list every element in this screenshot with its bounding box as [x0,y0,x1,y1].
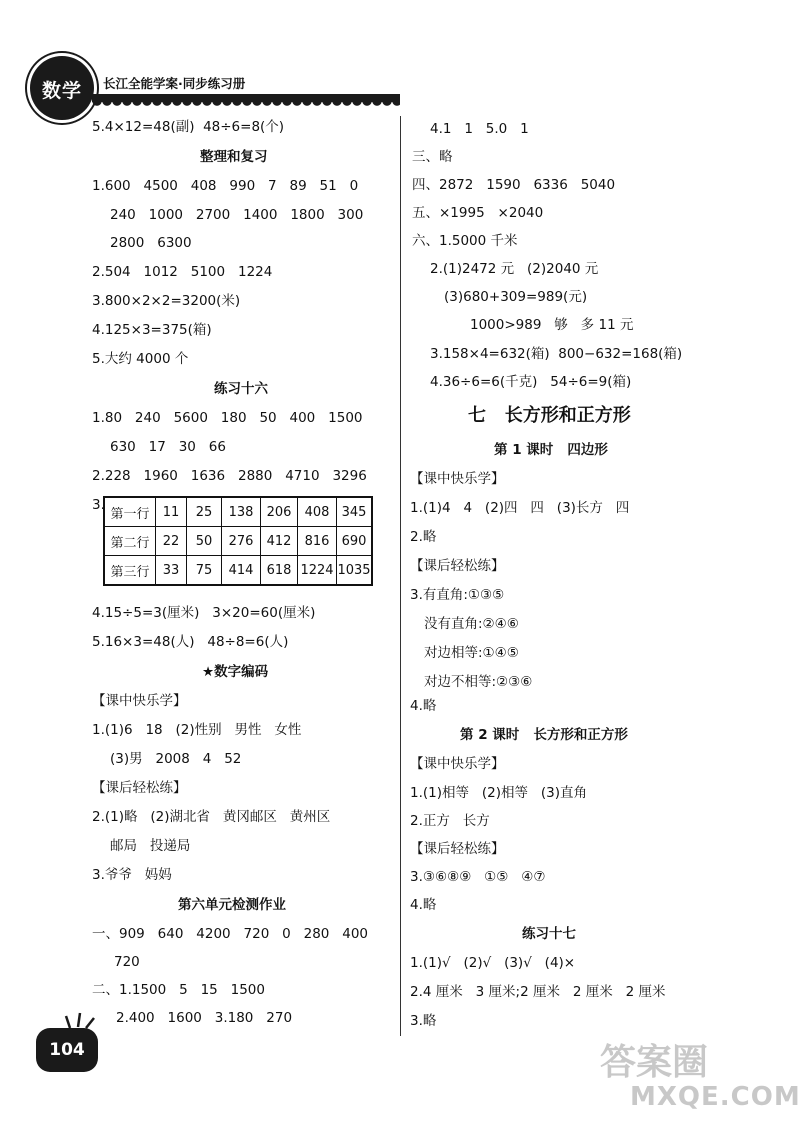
answer-line: 3.略 [410,1013,437,1029]
answer-line: 4.1 1 5.0 1 [430,121,529,137]
answer-line: 2.正方 长方 [410,813,490,829]
page-number: 104 [49,1040,85,1060]
section-heading: ★数字编码 [202,664,269,680]
answer-line: 3.③⑥⑧⑨ ①⑤ ④⑦ [410,869,546,885]
answer-line: 240 1000 2700 1400 1800 300 [110,207,364,223]
answer-line: 四、2872 1590 6336 5040 [412,177,616,193]
answer-line: 720 [114,954,140,970]
answer-line: 5.大约 4000 个 [92,351,189,367]
header-rule [92,94,400,102]
watermark-url: MXQE.COM [630,1082,801,1112]
column-divider [400,116,401,1036]
table-cell: 690 [337,527,373,556]
answer-line: 2.(1)略 (2)湖北省 黄冈邮区 黄州区 [92,809,331,825]
answer-line: 1.(1)相等 (2)相等 (3)直角 [410,785,587,801]
watermark-logo: 答案圈 [600,1042,709,1083]
table-cell: 138 [222,497,261,527]
answer-line: (3)680+309=989(元) [444,289,588,305]
table-row [104,556,372,586]
table-cell: 345 [337,497,373,527]
section-heading: 整理和复习 [200,149,268,165]
table-cell: 1035 [337,556,373,586]
lesson-heading: 第 2 课时 长方形和正方形 [460,727,628,743]
answer-line: (3)男 2008 4 52 [110,751,242,767]
answer-line: 1.80 240 5600 180 50 400 1500 [92,410,363,426]
answer-line: 2.略 [410,529,437,545]
answer-line: 1000>989 够 多 11 元 [470,317,634,333]
page-number-badge [36,1028,98,1072]
table-cell: 276 [222,527,261,556]
table-cell: 第一行 [104,497,156,527]
table-cell: 22 [156,527,187,556]
table-cell: 75 [187,556,222,586]
answer-line: 没有直角:②④⑥ [424,616,519,632]
answer-line: 邮局 投递局 [110,838,191,854]
section-label: 【课中快乐学】 [410,756,505,772]
answer-line: 2.400 1600 3.180 270 [116,1010,293,1026]
answer-line: 5.16×3=48(人) 48÷8=6(人) [92,634,289,650]
chapter-heading: 七 长方形和正方形 [468,405,631,426]
table-cell: 1224 [298,556,337,586]
section-heading: 练习十七 [522,926,576,942]
answer-line: 1.(1)6 18 (2)性别 男性 女性 [92,722,302,738]
section-label: 【课后轻松练】 [410,558,505,574]
answer-line: 一、909 640 4200 720 0 280 400 [92,926,369,942]
section-label: 【课中快乐学】 [92,693,187,709]
table-cell: 414 [222,556,261,586]
answer-line: 2800 6300 [110,235,192,251]
table-cell: 408 [298,497,337,527]
answer-line: 对边相等:①④⑤ [424,645,519,661]
answer-line: 1.(1)4 4 (2)四 四 (3)长方 四 [410,500,630,516]
answer-line: 六、1.5000 千米 [412,233,518,249]
subject-badge [30,56,94,120]
answer-line: 4.36÷6=6(千克) 54÷6=9(箱) [430,374,632,390]
answer-line: 3.有直角:①③⑤ [410,587,505,603]
table-cell: 25 [187,497,222,527]
table-cell: 50 [187,527,222,556]
answer-line: 2.4 厘米 3 厘米;2 厘米 2 厘米 2 厘米 [410,984,666,1000]
section-heading: 练习十六 [214,381,268,397]
table-cell: 618 [261,556,298,586]
subject-badge-text: 数学 [41,80,82,102]
sparkle-icon [64,1010,98,1030]
answer-line: 1.600 4500 408 990 7 89 51 0 [92,178,359,194]
answer-line: 4.略 [410,698,437,714]
answer-line: 2.228 1960 1636 2880 4710 3296 [92,468,367,484]
answer-line: 4.略 [410,897,437,913]
answer-line: 三、略 [412,149,453,165]
table-cell: 816 [298,527,337,556]
answer-line: 5.4×12=48(副) 48÷6=8(个) [92,119,285,135]
section-heading: 第六单元检测作业 [178,897,286,913]
answer-line: 630 17 30 66 [110,439,226,455]
answer-line: 3.158×4=632(箱) 800−632=168(箱) [430,346,683,362]
lesson-heading: 第 1 课时 四边形 [494,442,608,458]
section-label: 【课后轻松练】 [410,841,505,857]
answer-line: 3.爷爷 妈妈 [92,867,172,883]
section-label: 【课后轻松练】 [92,780,187,796]
answer-line: 3.800×2×2=3200(米) [92,293,241,309]
table-row [104,497,372,527]
section-label: 【课中快乐学】 [410,471,505,487]
table-cell: 33 [156,556,187,586]
table-cell: 第二行 [104,527,156,556]
header-scallop-border [92,102,400,110]
answer-line: 2.504 1012 5100 1224 [92,264,273,280]
answer-line: 二、1.1500 5 15 1500 [92,982,265,998]
answer-line: 4.125×3=375(箱) [92,322,212,338]
table-cell: 412 [261,527,298,556]
answer-line: 4.15÷5=3(厘米) 3×20=60(厘米) [92,605,316,621]
book-title: 长江全能学案·同步练习册 [103,76,246,91]
table-cell: 11 [156,497,187,527]
table-cell: 第三行 [104,556,156,586]
multiplication-table [103,496,373,586]
answer-line: 对边不相等:②③⑥ [424,674,533,690]
table-cell: 206 [261,497,298,527]
answer-line: 五、×1995 ×2040 [412,205,544,221]
table-row [104,527,372,556]
answer-line: 2.(1)2472 元 (2)2040 元 [430,261,599,277]
answer-line: 1.(1)√ (2)√ (3)√ (4)× [410,955,576,971]
answer-line: 3. [92,497,105,513]
